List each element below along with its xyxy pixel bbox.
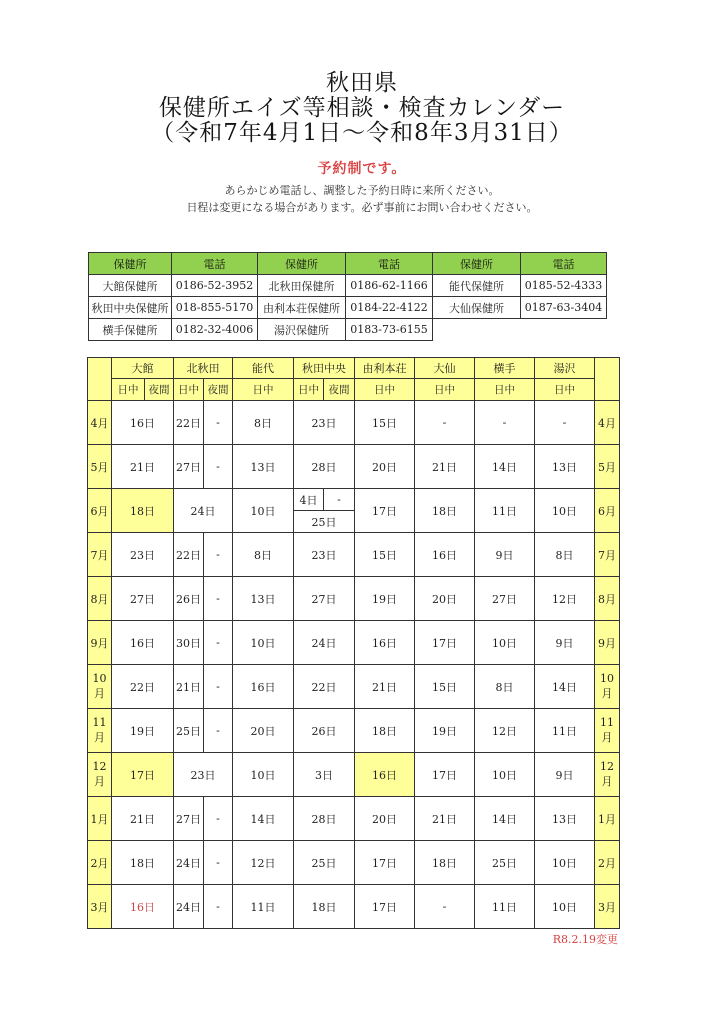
- date-cell: 10日: [475, 621, 535, 665]
- calendar-row-january: [88, 797, 620, 841]
- date-cell: -: [204, 841, 233, 885]
- date-cell: 13日: [535, 797, 595, 841]
- date-cell: -: [204, 797, 233, 841]
- date-cell: 10日: [535, 885, 595, 929]
- office-name-cell: 北秋田保健所: [258, 275, 346, 297]
- date-cell: 20日: [233, 709, 294, 753]
- date-cell: 27日: [294, 577, 355, 621]
- date-cell: 22日: [294, 665, 355, 709]
- date-cell: 10日: [233, 753, 294, 797]
- date-cell: 8日: [475, 665, 535, 709]
- calendar-row-october: [88, 665, 620, 709]
- date-cell: 8日: [233, 401, 294, 445]
- date-cell: 17日: [355, 489, 415, 533]
- month-cell: 12月: [595, 753, 620, 797]
- calendar-corner-cell-right: [595, 358, 620, 401]
- date-cell-highlighted: 18日: [112, 489, 174, 533]
- date-cell: 25日: [475, 841, 535, 885]
- calendar-corner-cell-left: [88, 358, 112, 401]
- subheader-day: 日中: [535, 379, 595, 401]
- date-cell: 9日: [475, 533, 535, 577]
- month-cell: 8月: [595, 577, 620, 621]
- phone-number-cell: 0187-63-3404: [521, 297, 607, 319]
- date-cell: 22日: [174, 401, 204, 445]
- notice-line-2: 日程は変更になる場合があります。必ず事前にお問い合わせください。: [186, 201, 538, 214]
- date-cell: -: [475, 401, 535, 445]
- date-cell: 14日: [475, 797, 535, 841]
- calendar-row-may: [88, 445, 620, 489]
- month-cell: 10月: [595, 665, 620, 709]
- office-name-cell: 能代保健所: [433, 275, 521, 297]
- date-cell-highlighted: 16日: [355, 753, 415, 797]
- title-line-period: （令和7年4月1日～令和8年3月31日）: [151, 120, 573, 146]
- month-cell: 6月: [595, 489, 620, 533]
- phone-table-row: [89, 319, 607, 341]
- date-cell: -: [324, 489, 355, 511]
- month-cell: 4月: [595, 401, 620, 445]
- date-cell: 11日: [475, 885, 535, 929]
- month-cell: 6月: [88, 489, 112, 533]
- date-cell: 13日: [233, 445, 294, 489]
- month-cell: 1月: [88, 797, 112, 841]
- date-cell: -: [204, 885, 233, 929]
- date-cell: 18日: [355, 709, 415, 753]
- date-cell: 10日: [233, 621, 294, 665]
- office-header-yokote: 横手: [475, 358, 535, 379]
- date-cell: 10日: [233, 489, 294, 533]
- phone-number-cell: 0184-22-4122: [346, 297, 433, 319]
- subheader-night: 夜間: [204, 379, 233, 401]
- calendar-row-december: [88, 753, 620, 797]
- title-line-main: 保健所エイズ等相談・検査カレンダー: [158, 95, 566, 121]
- month-cell: 8月: [88, 577, 112, 621]
- date-cell: 16日: [233, 665, 294, 709]
- month-cell: 11月: [88, 709, 112, 753]
- month-cell: 2月: [88, 841, 112, 885]
- date-cell: 23日: [112, 533, 174, 577]
- phone-number-cell: 0186-52-3952: [172, 275, 258, 297]
- subheader-day: 日中: [174, 379, 204, 401]
- date-cell: 21日: [415, 797, 475, 841]
- date-cell: 4日: [294, 489, 324, 511]
- month-cell: 1月: [595, 797, 620, 841]
- date-cell: 23日: [294, 401, 355, 445]
- date-cell: 17日: [355, 841, 415, 885]
- date-cell: -: [204, 665, 233, 709]
- date-cell: 14日: [475, 445, 535, 489]
- date-cell: 24日: [174, 841, 204, 885]
- date-cell: 25日: [294, 511, 355, 533]
- phone-header-phone: 電話: [521, 253, 607, 275]
- date-cell: 10日: [475, 753, 535, 797]
- date-cell: 27日: [174, 797, 204, 841]
- date-cell: 8日: [535, 533, 595, 577]
- date-cell: 14日: [233, 797, 294, 841]
- date-cell: 17日: [415, 621, 475, 665]
- date-cell: 10日: [535, 489, 595, 533]
- calendar-row-february: [88, 841, 620, 885]
- date-cell: 27日: [112, 577, 174, 621]
- date-cell: 27日: [475, 577, 535, 621]
- phone-header-phone: 電話: [346, 253, 433, 275]
- reservation-notice: 予約制です。: [317, 161, 407, 177]
- date-cell: 12日: [475, 709, 535, 753]
- page-title: [0, 71, 724, 146]
- subheader-day: 日中: [294, 379, 324, 401]
- office-name-cell: 由利本荘保健所: [258, 297, 346, 319]
- month-cell: 9月: [595, 621, 620, 665]
- date-cell: 25日: [174, 709, 204, 753]
- calendar-header-offices: [88, 358, 620, 379]
- date-cell: 10日: [535, 841, 595, 885]
- office-name-cell: 大仙保健所: [433, 297, 521, 319]
- phone-header-office: 保健所: [433, 253, 521, 275]
- month-cell: 2月: [595, 841, 620, 885]
- subheader-day: 日中: [355, 379, 415, 401]
- subheader-night: 夜間: [324, 379, 355, 401]
- subheader-night: 夜間: [145, 379, 174, 401]
- date-cell: 12日: [535, 577, 595, 621]
- date-cell: 3日: [294, 753, 355, 797]
- date-cell: 28日: [294, 797, 355, 841]
- date-cell: 26日: [174, 577, 204, 621]
- date-cell: 18日: [415, 841, 475, 885]
- phone-header-office: 保健所: [89, 253, 172, 275]
- phone-table-row: [89, 275, 607, 297]
- phone-header-phone: 電話: [172, 253, 258, 275]
- date-cell: 18日: [415, 489, 475, 533]
- date-cell: 11日: [535, 709, 595, 753]
- date-cell: -: [415, 885, 475, 929]
- office-name-cell: 秋田中央保健所: [89, 297, 172, 319]
- date-cell: -: [204, 577, 233, 621]
- date-cell: 26日: [294, 709, 355, 753]
- date-cell: 24日: [174, 885, 204, 929]
- date-cell: 16日: [112, 401, 174, 445]
- date-cell: 16日: [112, 621, 174, 665]
- month-cell: 3月: [88, 885, 112, 929]
- date-cell: 24日: [294, 621, 355, 665]
- date-cell: -: [535, 401, 595, 445]
- date-cell: -: [204, 533, 233, 577]
- date-cell: 15日: [355, 401, 415, 445]
- office-header-yuri: 由利本荘: [355, 358, 415, 379]
- date-cell: 16日: [415, 533, 475, 577]
- calendar-header-daynight: [88, 379, 620, 401]
- date-cell: 30日: [174, 621, 204, 665]
- month-cell: 7月: [595, 533, 620, 577]
- subheader-day: 日中: [112, 379, 145, 401]
- empty-cell: [433, 319, 521, 341]
- subheader-day: 日中: [233, 379, 294, 401]
- month-cell: 11月: [595, 709, 620, 753]
- date-cell: 19日: [112, 709, 174, 753]
- calendar-row-april: [88, 401, 620, 445]
- phone-header-office: 保健所: [258, 253, 346, 275]
- phone-number-cell: 0185-52-4333: [521, 275, 607, 297]
- date-cell: 23日: [294, 533, 355, 577]
- month-cell: 5月: [595, 445, 620, 489]
- date-cell: 27日: [174, 445, 204, 489]
- date-cell: 19日: [415, 709, 475, 753]
- date-cell: -: [204, 445, 233, 489]
- date-cell: -: [204, 401, 233, 445]
- date-cell: 18日: [112, 841, 174, 885]
- date-cell: 22日: [112, 665, 174, 709]
- date-cell: 21日: [415, 445, 475, 489]
- date-cell: 16日: [355, 621, 415, 665]
- office-header-odate: 大館: [112, 358, 174, 379]
- date-cell: 9日: [535, 621, 595, 665]
- calendar-row-september: [88, 621, 620, 665]
- phone-table-row: [89, 297, 607, 319]
- date-cell: 23日: [174, 753, 233, 797]
- office-header-daisen: 大仙: [415, 358, 475, 379]
- date-cell: -: [415, 401, 475, 445]
- month-cell: 4月: [88, 401, 112, 445]
- date-cell: 20日: [355, 445, 415, 489]
- phone-number-cell: 018-855-5170: [172, 297, 258, 319]
- date-cell: 22日: [174, 533, 204, 577]
- calendar-row-august: [88, 577, 620, 621]
- date-cell: -: [204, 621, 233, 665]
- office-header-kita: 北秋田: [174, 358, 233, 379]
- date-cell: 15日: [355, 533, 415, 577]
- office-name-cell: 湯沢保健所: [258, 319, 346, 341]
- phone-number-cell: 0182-32-4006: [172, 319, 258, 341]
- date-cell: 24日: [174, 489, 233, 533]
- date-cell: 9日: [535, 753, 595, 797]
- phone-number-cell: 0186-62-1166: [346, 275, 433, 297]
- date-cell: 25日: [294, 841, 355, 885]
- date-cell: 17日: [415, 753, 475, 797]
- subheader-day: 日中: [415, 379, 475, 401]
- date-cell: -: [204, 709, 233, 753]
- date-cell: 20日: [355, 797, 415, 841]
- date-cell: 14日: [535, 665, 595, 709]
- month-cell: 12月: [88, 753, 112, 797]
- empty-cell: [521, 319, 607, 341]
- office-name-cell: 大館保健所: [89, 275, 172, 297]
- month-cell: 5月: [88, 445, 112, 489]
- month-cell: 3月: [595, 885, 620, 929]
- date-cell: 17日: [355, 885, 415, 929]
- month-cell: 9月: [88, 621, 112, 665]
- date-cell: 11日: [475, 489, 535, 533]
- date-cell-changed: 16日: [112, 885, 174, 929]
- date-cell: 19日: [355, 577, 415, 621]
- date-cell: 15日: [415, 665, 475, 709]
- date-cell: 20日: [415, 577, 475, 621]
- subheader-day: 日中: [475, 379, 535, 401]
- date-cell: 12日: [233, 841, 294, 885]
- revision-note: R8.2.19変更: [552, 933, 618, 946]
- date-cell: 21日: [355, 665, 415, 709]
- calendar-row-july: [88, 533, 620, 577]
- office-header-noshiro: 能代: [233, 358, 294, 379]
- date-cell: 18日: [294, 885, 355, 929]
- office-header-yuzawa: 湯沢: [535, 358, 595, 379]
- title-line-prefecture: 秋田県: [326, 70, 398, 96]
- calendar-row-march: [88, 885, 620, 929]
- date-cell: 8日: [233, 533, 294, 577]
- office-header-chuo: 秋田中央: [294, 358, 355, 379]
- date-cell: 11日: [233, 885, 294, 929]
- date-cell: 28日: [294, 445, 355, 489]
- date-cell-highlighted: 17日: [112, 753, 174, 797]
- phone-table: [88, 252, 607, 341]
- calendar-table: [87, 357, 620, 929]
- month-cell: 7月: [88, 533, 112, 577]
- date-cell: 21日: [174, 665, 204, 709]
- phone-number-cell: 0183-73-6155: [346, 319, 433, 341]
- date-cell: 13日: [233, 577, 294, 621]
- notice-line-1: あらかじめ電話し、調整した予約日時に来所ください。: [224, 184, 500, 197]
- calendar-row-november: [88, 709, 620, 753]
- calendar-row-june-top: [88, 489, 620, 511]
- date-cell: 21日: [112, 797, 174, 841]
- phone-table-header-row: [89, 253, 607, 275]
- month-cell: 10月: [88, 665, 112, 709]
- date-cell: 13日: [535, 445, 595, 489]
- office-name-cell: 横手保健所: [89, 319, 172, 341]
- date-cell: 21日: [112, 445, 174, 489]
